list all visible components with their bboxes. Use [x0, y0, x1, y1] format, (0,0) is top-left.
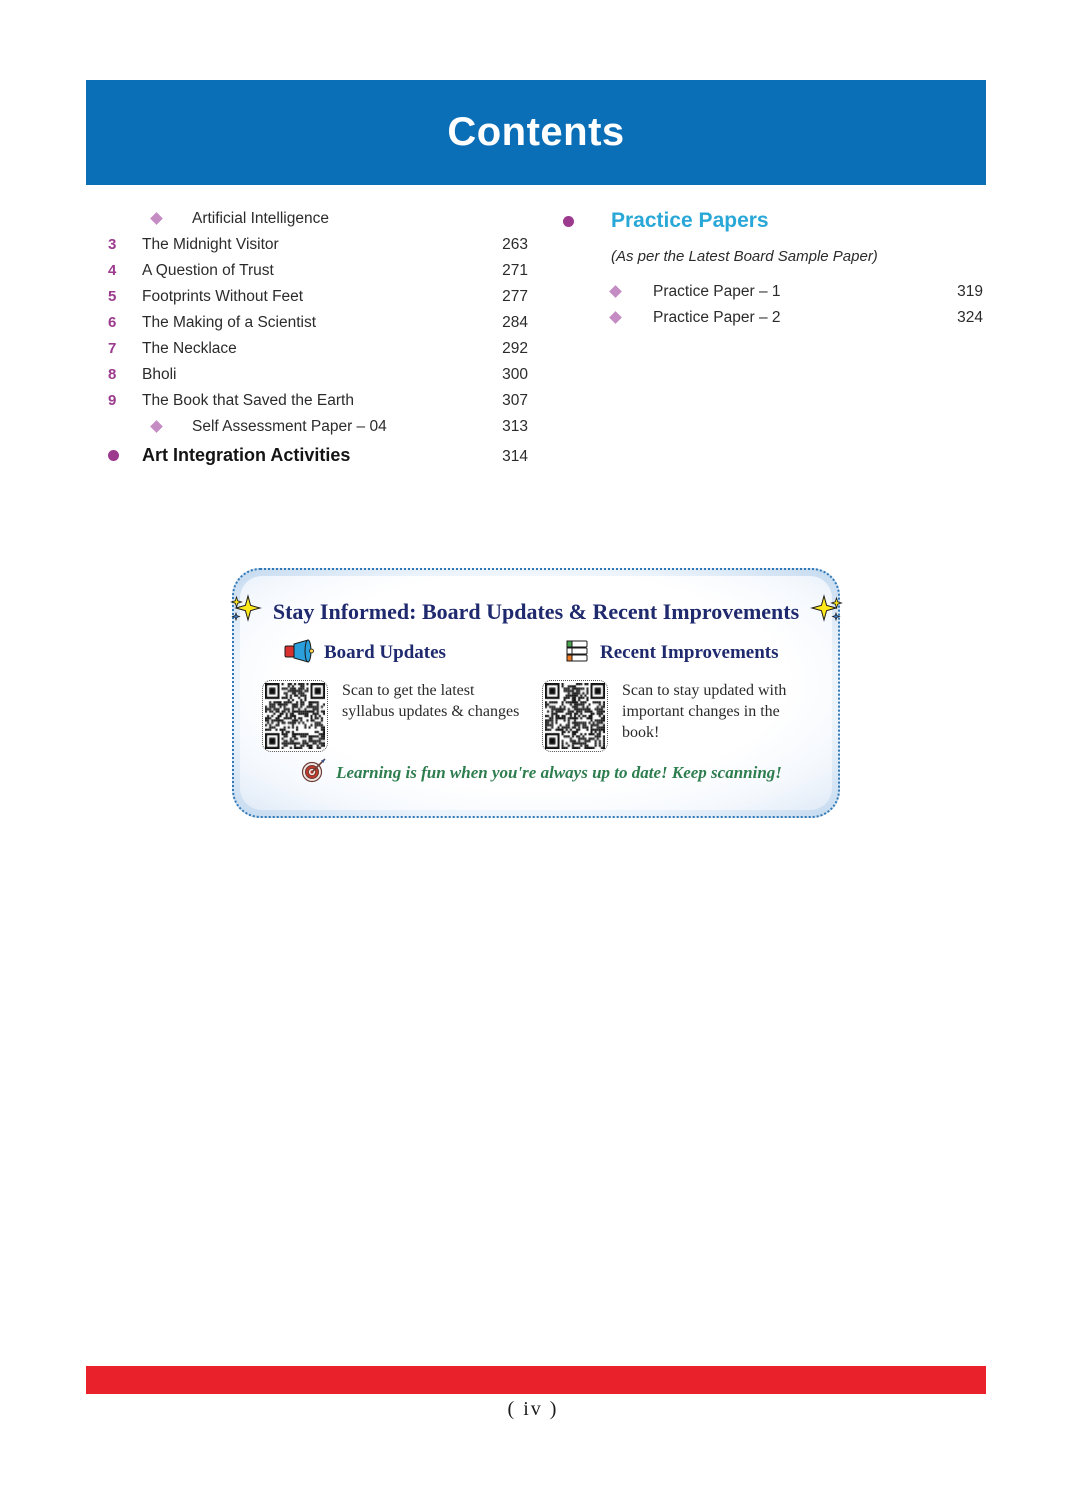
recent-improvements-scan-text: Scan to stay updated with important changes in the book!: [622, 682, 787, 742]
toc-chapter-number: 6: [108, 314, 117, 331]
section-practice-papers[interactable]: [563, 206, 983, 236]
toc-chapter-number: 8: [108, 366, 117, 383]
contents-header-banner: [86, 80, 986, 185]
toc-row[interactable]: [108, 310, 528, 336]
toc-entry-title: The Necklace: [142, 340, 237, 357]
stay-informed-footer-text: Learning is fun when you're always up to date! Keep scanning!: [336, 762, 782, 782]
toc-entry-page: 263: [502, 236, 528, 253]
toc-entry-page: 271: [502, 262, 528, 279]
toc-entry-title: Bholi: [142, 366, 177, 383]
toc-entry-title: The Midnight Visitor: [142, 236, 279, 253]
toc-chapter-number: 7: [108, 340, 117, 357]
toc-chapter-number: 3: [108, 236, 117, 253]
section-title: Practice Papers: [611, 209, 769, 232]
toc-entry-page: 314: [502, 448, 528, 465]
stay-informed-inner: [240, 576, 832, 810]
recent-improvements-heading: Recent Improvements: [600, 642, 779, 663]
table-of-contents: [0, 206, 1066, 496]
footer-bar: [86, 1366, 986, 1394]
toc-entry-page: 292: [502, 340, 528, 357]
stay-informed-footer-row: [240, 757, 832, 788]
toc-row[interactable]: [563, 305, 983, 331]
toc-entry-page: 300: [502, 366, 528, 383]
megaphone-icon: [284, 639, 314, 668]
toc-entry-title: Art Integration Activities: [142, 445, 351, 465]
toc-entry-title: Practice Paper – 1: [653, 283, 781, 300]
qr-code-recent-improvements[interactable]: [542, 680, 608, 752]
toc-entry-title: The Making of a Scientist: [142, 314, 317, 331]
toc-row[interactable]: [108, 336, 528, 362]
toc-entry-title: Practice Paper – 2: [653, 309, 781, 326]
dartboard-icon: [300, 757, 328, 788]
toc-row[interactable]: [563, 279, 983, 305]
toc-row[interactable]: [108, 232, 528, 258]
diamond-bullet-icon: [563, 313, 645, 322]
board-updates-scan-row: [262, 680, 530, 752]
toc-entry-page: 319: [957, 283, 983, 300]
toc-row[interactable]: [108, 414, 528, 440]
toc-chapter-number: 9: [108, 392, 117, 409]
stay-informed-columns: [262, 638, 810, 752]
toc-entry-page: 313: [502, 418, 528, 435]
toc-right-column: [563, 206, 983, 331]
toc-entry-title: The Book that Saved the Earth: [142, 392, 354, 409]
books-stack-icon: [564, 638, 590, 669]
stay-informed-title: Stay Informed: Board Updates & Recent Improvements: [272, 598, 800, 624]
diamond-bullet-icon: [563, 287, 645, 296]
recent-improvements-scan-row: [542, 680, 810, 752]
board-updates-heading: Board Updates: [324, 642, 446, 663]
toc-row[interactable]: [108, 362, 528, 388]
bullet-dot-icon: [108, 450, 142, 461]
section-note: (As per the Latest Board Sample Paper): [611, 248, 878, 265]
bullet-dot-icon: [563, 216, 611, 227]
toc-entry-title: A Question of Trust: [142, 262, 274, 279]
stay-informed-title-row: [240, 594, 832, 629]
toc-entry-title: Self Assessment Paper – 04: [192, 418, 387, 435]
qr-code-board-updates[interactable]: [262, 680, 328, 752]
toc-row[interactable]: [108, 206, 528, 232]
page-title: Contents: [447, 110, 625, 154]
toc-chapter-number: 5: [108, 288, 117, 305]
diamond-bullet-icon: [108, 214, 186, 223]
toc-row[interactable]: [108, 258, 528, 284]
toc-row[interactable]: [108, 440, 528, 470]
toc-entry-page: 277: [502, 288, 528, 305]
toc-entry-title: Footprints Without Feet: [142, 288, 304, 305]
sparkle-icon: [229, 594, 263, 629]
toc-left-column: [108, 206, 528, 470]
practice-paper-list: [563, 279, 983, 331]
stay-informed-box: [232, 568, 840, 818]
toc-row[interactable]: [108, 388, 528, 414]
recent-improvements-heading-row: [542, 638, 810, 668]
toc-entry-page: 307: [502, 392, 528, 409]
toc-entry-page: 324: [957, 309, 983, 326]
toc-entry-title: Artificial Intelligence: [192, 210, 329, 227]
toc-row[interactable]: [108, 284, 528, 310]
recent-improvements-column: [530, 638, 810, 752]
page-number: ( iv ): [507, 1398, 559, 1420]
toc-entry-page: 284: [502, 314, 528, 331]
diamond-bullet-icon: [108, 422, 186, 431]
board-updates-scan-text: Scan to get the latest syllabus updates & changes: [342, 682, 520, 721]
toc-chapter-number: 4: [108, 262, 117, 279]
board-updates-column: [262, 638, 530, 752]
sparkle-icon: [809, 594, 843, 629]
board-updates-heading-row: [262, 638, 530, 668]
